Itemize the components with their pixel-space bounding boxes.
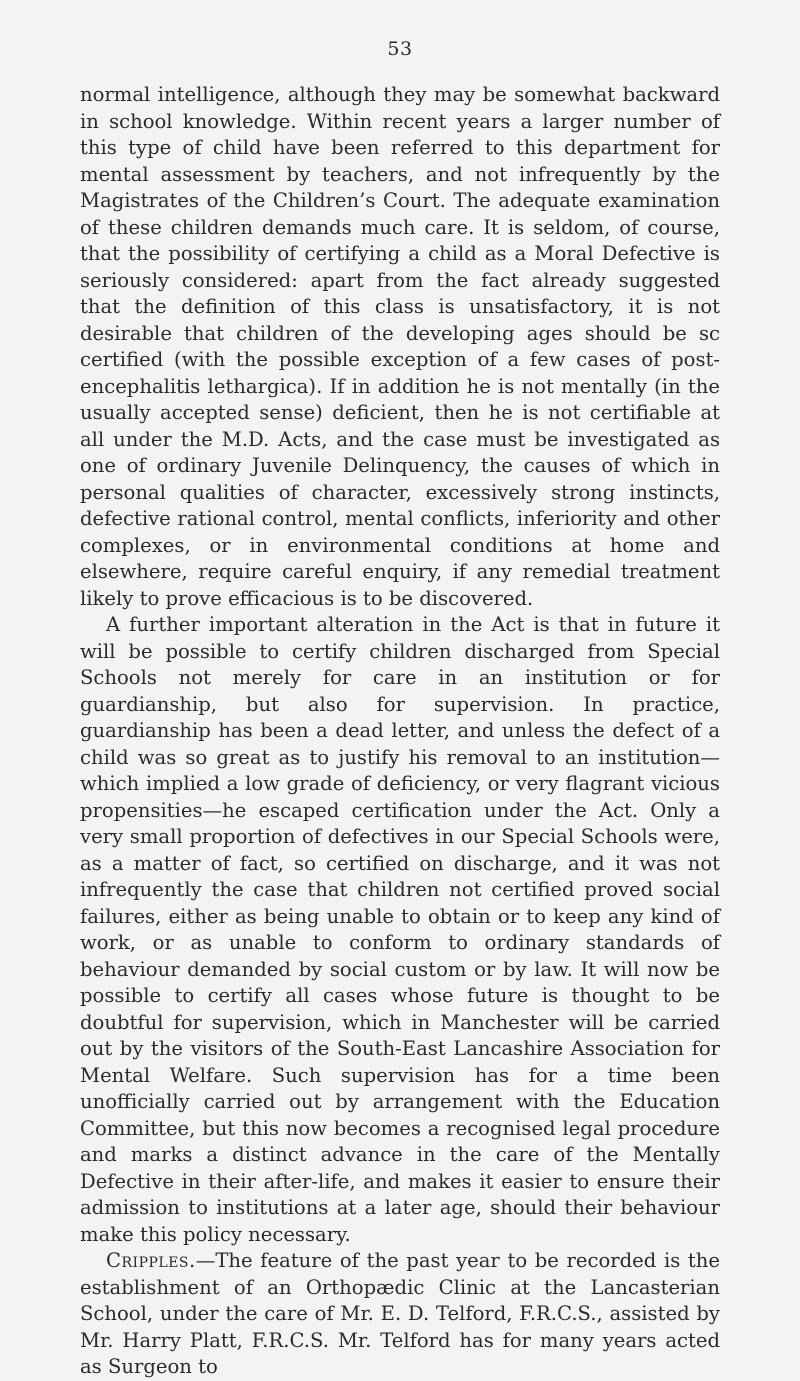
paragraph-cripples [80, 1248, 720, 1381]
paragraph-cripples-text: —The feature of the past year to be recorded is the establishment of an Orthopædic Clinic at the Lancasterian School, under the care of Mr. E. D. Telford, F.R.C.S., assisted by Mr. Harry Platt, F.R.C.S. Mr. Telford has for many years acted as Surgeon to [80, 1249, 720, 1378]
paragraph-juvenile-delinquency: normal intelligence, although they may be somewhat backward in school knowledge. Within recent years a larger number of this type of child have been referred to this department for mental assessment by teachers, and not infrequently by the Magistrates of the Children’s Court. The adequate examination of these children demands much care. It is seldom, of course, that the possibility of certifying a child as a Moral Defective is seriously considered: apart from the fact already suggested that the definition of this class is unsatisfactory, it is not desirable that children of the developing ages should be sc certified (with the possible exception of a few cases of post-encephalitis lethargica). If in addition he is not mentally (in the usually accepted sense) deficient, then he is not certifiable at all under the M.D. Acts, and the case must be investigated as one of ordinary Juvenile Delinquency, the causes of which in personal qualities of character, excessively strong instincts, defective rational control, mental conflicts, inferiority and other complexes, or in environmental conditions at home and elsewhere, require careful enquiry, if any remedial treatment likely to prove efficacious is to be discovered. [80, 83, 720, 610]
body-text [80, 82, 720, 1381]
section-heading-cripples: Cripples. [106, 1249, 196, 1272]
page-number: 53 [387, 38, 413, 60]
paragraph-supervision: A further important alteration in the Act is that in future it will be possible to certify children discharged from Special Schools not merely for care in an institution or for guardianship, but also for supervision. In practice, guardianship has been a dead letter, and unless the defect of a child was so great as to justify his removal to an institution—which implied a low grade of deficiency, or very flagrant vicious propensities—he escaped certification under the Act. Only a very small proportion of defectives in our Special Schools were, as a matter of fact, so certified on discharge, and it was not infrequently the case that children not certified proved social failures, either as being unable to obtain or to keep any kind of work, or as unable to conform to ordinary standards of behaviour demanded by social custom or by law. It will now be possible to certify all cases whose future is thought to be doubtful for supervision, which in Manchester will be carried out by the visitors of the South-East Lancashire Association for Mental Welfare. Such supervision has for a time been unofficially carried out by arrangement with the Education Committee, but this now becomes a recognised legal procedure and marks a distinct advance in the care of the Mentally Defective in their after-life, and makes it easier to ensure their admission to institutions at a later age, should their behaviour make this policy necessary. [80, 613, 720, 1246]
